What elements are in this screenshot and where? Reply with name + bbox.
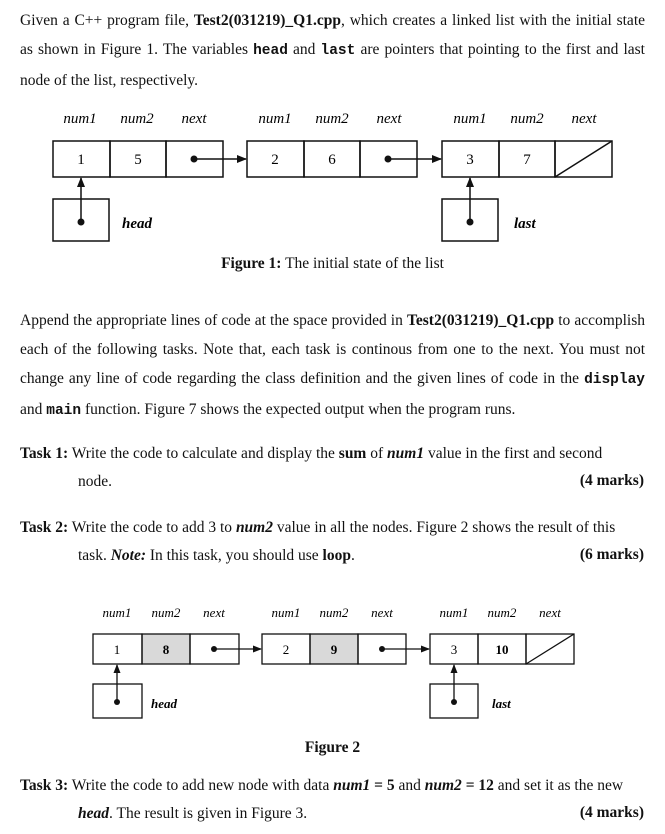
append-text-2: to accomplish each of the following tasks. Note that, each task is continous from one to the next. You must not change any line of code regarding the class definition and the given lines of code in the (20, 312, 645, 387)
task1-line-2 (78, 467, 645, 496)
intro-paragraph (20, 6, 645, 95)
task1-text-4: node. (78, 473, 113, 490)
task2-loop: loop (322, 547, 351, 564)
task2-label: Task 2: (20, 519, 69, 536)
fig1-label-num2-a: num2 (120, 111, 154, 127)
fig1-label-next-c: next (571, 111, 597, 127)
fig1-label-next-a: next (181, 111, 207, 127)
task3-eq1: = 5 (370, 777, 395, 794)
fig1-node-2-num2: 6 (328, 152, 336, 168)
fig2-node-2-num2: 9 (330, 642, 338, 657)
fig1-last-label: last (514, 216, 536, 232)
fig2-label-num1-a: num1 (102, 605, 132, 620)
fig2-label-num2-a: num2 (151, 605, 181, 620)
fig2-node-2-num1: 2 (282, 642, 290, 657)
task1-marks: (4 marks) (579, 472, 644, 489)
fig2-last-label: last (492, 696, 511, 711)
figure2-caption (0, 739, 665, 757)
figure2-caption-label: Figure 2 (304, 739, 361, 756)
figure1-caption (0, 255, 665, 273)
task1-num1: num1 (387, 445, 425, 462)
fig1-node-1-num2: 5 (134, 152, 142, 168)
task3-head: head (78, 805, 109, 822)
fig2-node-1-num1: 1 (113, 642, 121, 657)
task2-text-2: value in all the nodes. Figure 2 shows the result of this (273, 519, 616, 536)
task2-num2: num2 (235, 519, 273, 536)
fig2-label-next-b: next (371, 605, 393, 620)
task3-text-2: and set it as the new (493, 777, 624, 794)
task2-text-3: task. (78, 547, 111, 564)
task3-num2: num2 (424, 777, 462, 794)
fig2-node-1-num2: 8 (162, 642, 170, 657)
append-text-1: Append the appropriate lines of code at the space provided in (20, 312, 407, 329)
task2-text-5: . (350, 547, 355, 564)
task1-text-1: Write the code to calculate and display the (68, 445, 339, 462)
task3-line (20, 771, 645, 800)
task2-note: Note: (110, 547, 147, 564)
fig2-label-num2-c: num2 (487, 605, 517, 620)
fig1-node-2-num1: 2 (271, 152, 279, 168)
append-text-4: function. Figure 7 shows the expected output when the program runs. (81, 401, 516, 418)
fig1-node-3-num2: 7 (523, 152, 531, 168)
fig2-node-3-num2: 10 (495, 642, 509, 657)
figure2-diagram (0, 600, 665, 725)
task2-line-2 (78, 541, 645, 570)
task1-line (20, 439, 645, 468)
intro-text-2: , which creates a linked list with the initial state as shown in Figure 1. The variables (20, 12, 646, 58)
fig2-label-num1-c: num1 (439, 605, 469, 620)
task2-text-4: In this task, you should use (146, 547, 323, 564)
task3-line-2 (78, 799, 645, 828)
task2-line (20, 513, 645, 542)
figure1-diagram (0, 100, 665, 250)
fig1-label-num2-c: num2 (510, 111, 544, 127)
task3-num1: num1 (333, 777, 371, 794)
intro-text-4: are pointers that pointing to the first and last node of the list, respectively. (20, 41, 645, 89)
task3-marks: (4 marks) (579, 804, 644, 821)
fig2-head-label: head (151, 696, 177, 711)
fig2-label-num1-b: num1 (271, 605, 301, 620)
intro-text-1: Given a C++ program file, (20, 12, 194, 29)
fig1-label-num2-b: num2 (315, 111, 349, 127)
task2-text-1: Write the code to add 3 to (68, 519, 236, 536)
append-filename: Test2(031219)_Q1.cpp (406, 312, 555, 329)
append-display-keyword: display (584, 372, 645, 388)
task3-eq2: = 12 (461, 777, 494, 794)
fig1-label-next-b: next (376, 111, 402, 127)
append-paragraph (20, 306, 645, 426)
task2-marks: (6 marks) (579, 546, 644, 563)
fig1-label-num1-a: num1 (63, 111, 97, 127)
task3-text-3: . The result is given in Figure 3. (109, 805, 308, 822)
fig1-label-num1-c: num1 (453, 111, 487, 127)
fig2-node-3-num1: 3 (450, 642, 458, 657)
task1-text-2: of (366, 445, 388, 462)
fig2-label-next-a: next (203, 605, 225, 620)
append-text-3: and (20, 401, 47, 418)
fig1-head-label: head (122, 216, 152, 232)
task1-sum: sum (338, 445, 367, 462)
fig2-label-next-c: next (539, 605, 561, 620)
fig1-label-num1-b: num1 (258, 111, 292, 127)
intro-filename: Test2(031219)_Q1.cpp (193, 12, 341, 29)
task3-label: Task 3: (20, 777, 69, 794)
task3-and: and (394, 777, 425, 794)
figure1-caption-label: Figure 1: (221, 255, 282, 272)
fig1-node-1-num1: 1 (77, 152, 85, 168)
append-main-keyword: main (46, 403, 82, 419)
intro-text-3: and (287, 41, 321, 58)
task3-text-1: Write the code to add new node with data (68, 777, 334, 794)
task1-text-3: value in the first and second (424, 445, 603, 462)
figure1-caption-text: The initial state of the list (281, 255, 444, 272)
intro-last-keyword: last (320, 43, 356, 59)
fig1-node-3-num1: 3 (466, 152, 474, 168)
task1-label: Task 1: (20, 445, 69, 462)
intro-head-keyword: head (253, 43, 288, 59)
fig2-label-num2-b: num2 (319, 605, 349, 620)
